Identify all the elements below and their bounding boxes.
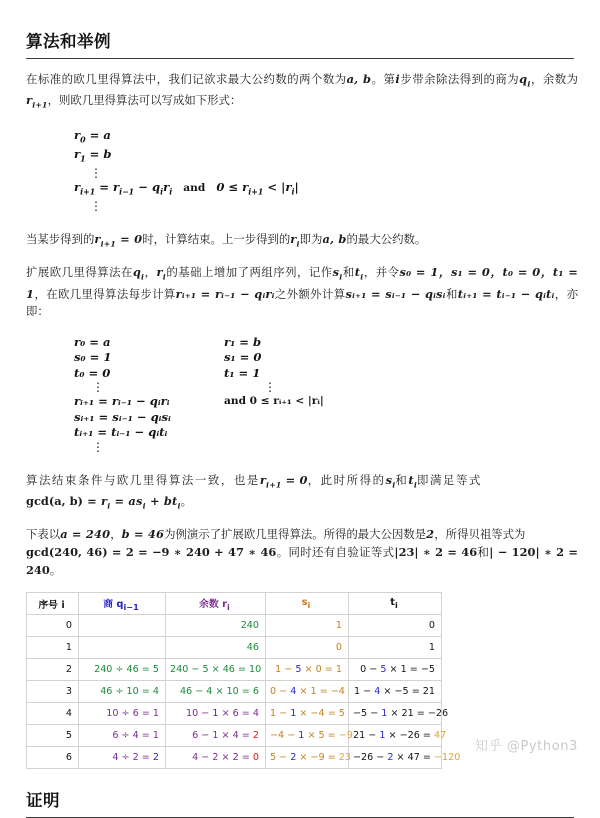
table-row — [27, 725, 442, 747]
cell-t-part-2: × 21 = −26 — [387, 708, 449, 720]
paragraph-example-equations — [0, 544, 600, 580]
math-rec-r: rᵢ₊₁ = rᵢ₋₁ − qᵢrᵢ — [74, 394, 170, 409]
cell-remainder-part-0: 46 − 4 × 10 = 6 — [179, 686, 259, 698]
cell-s-part-2: × 1 = −4 — [296, 686, 345, 698]
paragraph-example-intro — [0, 526, 600, 544]
cell-s-part-1: 5 — [295, 664, 302, 676]
math-ri: $r_i$ — [290, 232, 300, 249]
cell-remainder-part-0: 10 − — [186, 708, 213, 720]
page-title: 算法和举例 — [26, 32, 111, 51]
math-rec-t: tᵢ₊₁ = tᵢ₋₁ − qᵢtᵢ — [74, 425, 168, 440]
cell-quotient — [79, 725, 166, 747]
math-ab: a, b — [346, 72, 372, 86]
table-row — [27, 681, 442, 703]
text-run: ，所得贝祖等式为 — [434, 529, 526, 542]
cell-quotient-part-0: 240 ÷ 46 = 5 — [94, 664, 159, 676]
text-run: 和 — [342, 267, 355, 280]
cell-index: 3 — [27, 681, 79, 703]
proof-title: 证明 — [26, 791, 60, 811]
paragraph-intro — [0, 71, 600, 114]
cell-s-part-2: × 5 = — [304, 730, 339, 742]
text-run: 和 — [445, 288, 458, 301]
cell-t-part-1: 1 — [381, 708, 388, 720]
cell-t-part-0: 0 − — [360, 664, 381, 676]
cell-s-part-0: 0 — [335, 642, 342, 654]
paragraph-bezout-identity — [0, 493, 600, 514]
math-vdots-col2: ⋮ — [264, 380, 276, 395]
math-block-extended — [0, 335, 600, 454]
math-ri1: $r_{i+1} = 0$ — [94, 232, 143, 249]
cell-remainder — [166, 747, 266, 769]
cell-t-part-3: 47 — [434, 730, 447, 742]
math-r0: r₀ = a — [74, 334, 111, 349]
section-heading-proof — [0, 787, 600, 814]
cell-quotient-part-0: 4 ÷ 2 = — [112, 752, 153, 764]
cell-s-part-3: 23 — [338, 752, 351, 764]
cell-quotient — [79, 659, 166, 681]
cell-remainder-part-1: 0 — [252, 752, 259, 764]
text-run: 和 — [477, 547, 490, 560]
math-vdots-end: ⋮ — [92, 439, 104, 454]
math-bezout-numeric: gcd(240, 46) = 2 = −9 ∗ 240 + 47 ∗ 46 — [26, 545, 277, 560]
math-s1: s₁ = 0 — [224, 350, 262, 365]
math-vdots-col1: ⋮ — [92, 380, 104, 395]
text-run: 算法结束条件与欧几里得算法一致，也是 — [26, 474, 260, 487]
cell-t-part-0: 1 — [428, 642, 435, 654]
paragraph-extended-intro — [0, 264, 600, 320]
math-recurrence-s: sᵢ₊₁ = sᵢ₋₁ − qᵢsᵢ — [345, 286, 446, 301]
math-recurrence-t: tᵢ₊₁ = tᵢ₋₁ − qᵢtᵢ — [457, 286, 555, 301]
math-ri1: $r_{i+1}$ — [26, 93, 48, 110]
header-subscript: i — [227, 601, 230, 612]
math-verify-1: |23| ∗ 2 = 46 — [394, 545, 478, 560]
cell-t-part-0: −26 − — [353, 752, 388, 764]
text-run: ，并令 — [363, 267, 400, 280]
header-subscript: i — [394, 600, 398, 611]
cell-t-part-2: × 1 = −5 — [386, 664, 435, 676]
math-si: $s_i$ — [385, 472, 396, 489]
text-run: 即满足等式 — [417, 474, 483, 487]
extended-euclid-table — [26, 592, 461, 769]
math-i: i — [395, 72, 400, 86]
cell-t — [349, 703, 449, 725]
math-recurrence-r: rᵢ₊₁ = rᵢ₋₁ − qᵢrᵢ — [175, 286, 275, 301]
cell-s — [266, 703, 349, 725]
cell-s-part-1: 1 — [290, 708, 297, 720]
math-gcd-value: 2 — [426, 527, 435, 542]
cell-s — [266, 637, 349, 659]
header-label: s — [301, 597, 308, 609]
text-run: ， — [110, 529, 122, 542]
cell-s-part-0: 1 — [335, 620, 342, 632]
text-run: 的基础上增加了两组序列，记作 — [165, 267, 333, 280]
cell-t — [349, 659, 442, 681]
cell-t — [349, 725, 447, 747]
math-ti: $t_i$ — [354, 265, 364, 282]
math-ti: $t_i$ — [408, 472, 418, 489]
cell-index: 6 — [27, 747, 79, 769]
cell-remainder-part-0: 240 — [240, 620, 259, 632]
text-run: 的最大公约数。 — [346, 234, 427, 246]
cell-s-part-2: × −4 = 5 — [296, 708, 345, 720]
paragraph-termination — [0, 231, 600, 252]
table-row — [27, 637, 442, 659]
math-qi: $q_i$ — [519, 72, 531, 89]
cell-t-part-1: 4 — [374, 686, 381, 698]
text-run: 。第 — [371, 74, 396, 86]
text-run: 之外额外计算 — [274, 288, 346, 301]
watermark: 知乎 @Python3 — [474, 739, 578, 754]
cell-t-part-0: 1 − — [354, 686, 375, 698]
text-run: 扩展欧几里得算法在 — [26, 267, 133, 280]
math-b-value: b = 46 — [121, 527, 165, 542]
table-row — [27, 703, 442, 725]
cell-t-part-2: × −5 = 21 — [380, 686, 435, 698]
cell-quotient — [79, 747, 166, 769]
header-label: 序号 i — [38, 599, 65, 611]
cell-t — [349, 637, 442, 659]
math-ri: $r_i$ — [156, 265, 166, 282]
cell-t-part-1: 2 — [387, 752, 394, 764]
text-run: ，余数为 — [530, 74, 578, 86]
cell-index: 1 — [27, 637, 79, 659]
cell-t — [349, 747, 461, 769]
text-run: 当某步得到的 — [26, 234, 95, 246]
cell-index: 5 — [27, 725, 79, 747]
math-s0: s₀ = 1 — [74, 350, 112, 365]
text-run: ，亦即： — [26, 288, 578, 318]
math-vdots-top: ⋮ — [90, 166, 102, 181]
section-heading-algorithm — [0, 0, 600, 55]
cell-s — [266, 681, 349, 703]
cell-t — [349, 615, 442, 637]
table-row — [27, 747, 442, 769]
text-run: 。 — [180, 495, 193, 508]
cell-s-part-1: 1 — [298, 730, 305, 742]
math-block-euclid — [0, 128, 600, 213]
cell-quotient-part-0: 46 ÷ 10 = 4 — [100, 686, 159, 698]
table-header-cell-2 — [166, 593, 266, 615]
cell-quotient-part-1: 2 — [152, 752, 159, 764]
cell-t-part-0: 0 — [428, 620, 435, 632]
math-verify-2: | − 120| ∗ 2 = 240 — [26, 545, 578, 578]
text-run: 下表以 — [26, 529, 61, 542]
math-line-r0: $r_0 = a$ — [74, 127, 111, 144]
math-and-condition: and 0 ≤ rᵢ₊₁ < |rᵢ| — [224, 395, 324, 408]
cell-remainder-part-0: 6 − 1 × 4 = — [192, 730, 253, 742]
math-cond: $r_{i+1} = 0$ — [259, 472, 308, 489]
math-rec-s: sᵢ₊₁ = sᵢ₋₁ − qᵢsᵢ — [74, 409, 171, 424]
cell-t — [349, 681, 442, 703]
cell-t-part-3: −120 — [433, 752, 461, 764]
math-line-recurrence: $r_{i+1} = r_{i-1} - q_ir_i$ and $0 \le r_{i+1} < |r_i|$ — [74, 180, 299, 197]
table-header-cell-0 — [27, 593, 79, 615]
cell-quotient-part-0: 6 ÷ 4 = 1 — [112, 730, 159, 742]
text-run: ，则欧几里得算法可以写成如下形式： — [47, 95, 242, 108]
math-gcd-ab: gcd(a, b) — [26, 493, 83, 508]
table-row — [27, 615, 442, 637]
cell-s-part-0: 1 − — [270, 708, 291, 720]
cell-s — [266, 615, 349, 637]
cell-remainder-part-1: 1 — [212, 708, 219, 720]
cell-quotient — [79, 681, 166, 703]
cell-t-part-1: 1 — [379, 730, 386, 742]
header-subscript: i — [307, 600, 311, 611]
table-header-row — [27, 593, 442, 615]
cell-t-part-0: 21 − — [353, 730, 380, 742]
math-ab: a, b — [322, 232, 347, 246]
cell-s — [266, 747, 349, 769]
cell-s-part-1: 4 — [290, 686, 297, 698]
cell-t-part-1: 5 — [380, 664, 387, 676]
cell-remainder — [166, 637, 266, 659]
cell-s-part-0: −4 − — [270, 730, 299, 742]
cell-t-part-2: × −26 = — [385, 730, 434, 742]
text-run: 步带余除法得到的商为 — [399, 74, 520, 86]
math-vdots-bottom: ⋮ — [90, 199, 102, 213]
math-line-r1: $r_1 = b$ — [74, 147, 112, 164]
cell-quotient — [79, 637, 166, 659]
cell-s-part-3: −9 — [338, 730, 353, 742]
cell-s — [266, 659, 349, 681]
math-initial-values: s₀ = 1，s₁ = 0，t₀ = 0，t₁ = 1 — [26, 265, 578, 301]
cell-s-part-1: 2 — [290, 752, 297, 764]
text-run: 为例演示了扩展欧几里得算法。所得的最大公因数是 — [164, 529, 427, 542]
cell-remainder — [166, 659, 266, 681]
cell-remainder — [166, 615, 266, 637]
cell-remainder-part-0: 240 − 5 × 46 = 10 — [170, 664, 262, 676]
cell-remainder-part-2: × 6 = 4 — [218, 708, 259, 720]
table-header-cell-4 — [349, 593, 442, 615]
cell-remainder-part-0: 46 — [246, 642, 259, 654]
table-header-cell-3 — [266, 593, 349, 615]
cell-index: 2 — [27, 659, 79, 681]
cell-t-part-0: −5 − — [353, 708, 382, 720]
cell-remainder-part-0: 4 − 2 × 2 = — [192, 752, 253, 764]
cell-remainder — [166, 703, 266, 725]
math-t1: t₁ = 1 — [224, 365, 261, 380]
math-t0: t₀ = 0 — [74, 365, 111, 380]
cell-remainder-part-1: 2 — [252, 730, 259, 742]
cell-quotient-part-0: 10 ÷ 6 = 1 — [106, 708, 159, 720]
math-qi: $q_i$ — [132, 265, 145, 282]
text-run: 即为 — [299, 234, 323, 246]
math-a-value: a = 240 — [60, 527, 111, 542]
text-run: ， — [144, 267, 157, 280]
table-row — [27, 659, 442, 681]
math-identity: = $r_i = as_i + bt_i$ — [82, 493, 181, 511]
cell-t-part-2: × 47 = — [393, 752, 434, 764]
text-run: ，此时所得的 — [307, 474, 386, 487]
paragraph-conclusion — [0, 472, 600, 493]
cell-quotient — [79, 703, 166, 725]
header-label: 余数 r — [199, 598, 228, 610]
header-label: 商 q — [103, 598, 124, 610]
text-run: 。同时还有自验证等式 — [276, 547, 395, 560]
cell-s-part-0: 5 − — [270, 752, 291, 764]
text-run: 在标准的欧几里得算法中，我们记欲求最大公约数的两个数为 — [26, 74, 347, 86]
text-run: 时，计算结束。上一步得到的 — [142, 234, 291, 246]
text-run: ，在欧几里得算法每步计算 — [34, 288, 176, 301]
header-subscript: i−1 — [123, 601, 139, 612]
cell-s-part-0: 1 − — [275, 664, 296, 676]
math-r1: r₁ = b — [224, 334, 262, 349]
math-and-label: and — [183, 182, 206, 195]
cell-s — [266, 725, 353, 747]
cell-quotient — [79, 615, 166, 637]
table-header-cell-1 — [79, 593, 166, 615]
cell-index: 4 — [27, 703, 79, 725]
cell-s-part-2: × −9 = — [296, 752, 339, 764]
math-si: $s_i$ — [332, 265, 343, 282]
cell-index: 0 — [27, 615, 79, 637]
text-run: 和 — [395, 474, 409, 487]
cell-remainder — [166, 725, 266, 747]
text-run: 。 — [49, 565, 62, 578]
cell-s-part-2: × 0 = 1 — [301, 664, 342, 676]
cell-remainder — [166, 681, 266, 703]
header-label: t — [390, 597, 395, 609]
cell-s-part-0: 0 − — [270, 686, 291, 698]
